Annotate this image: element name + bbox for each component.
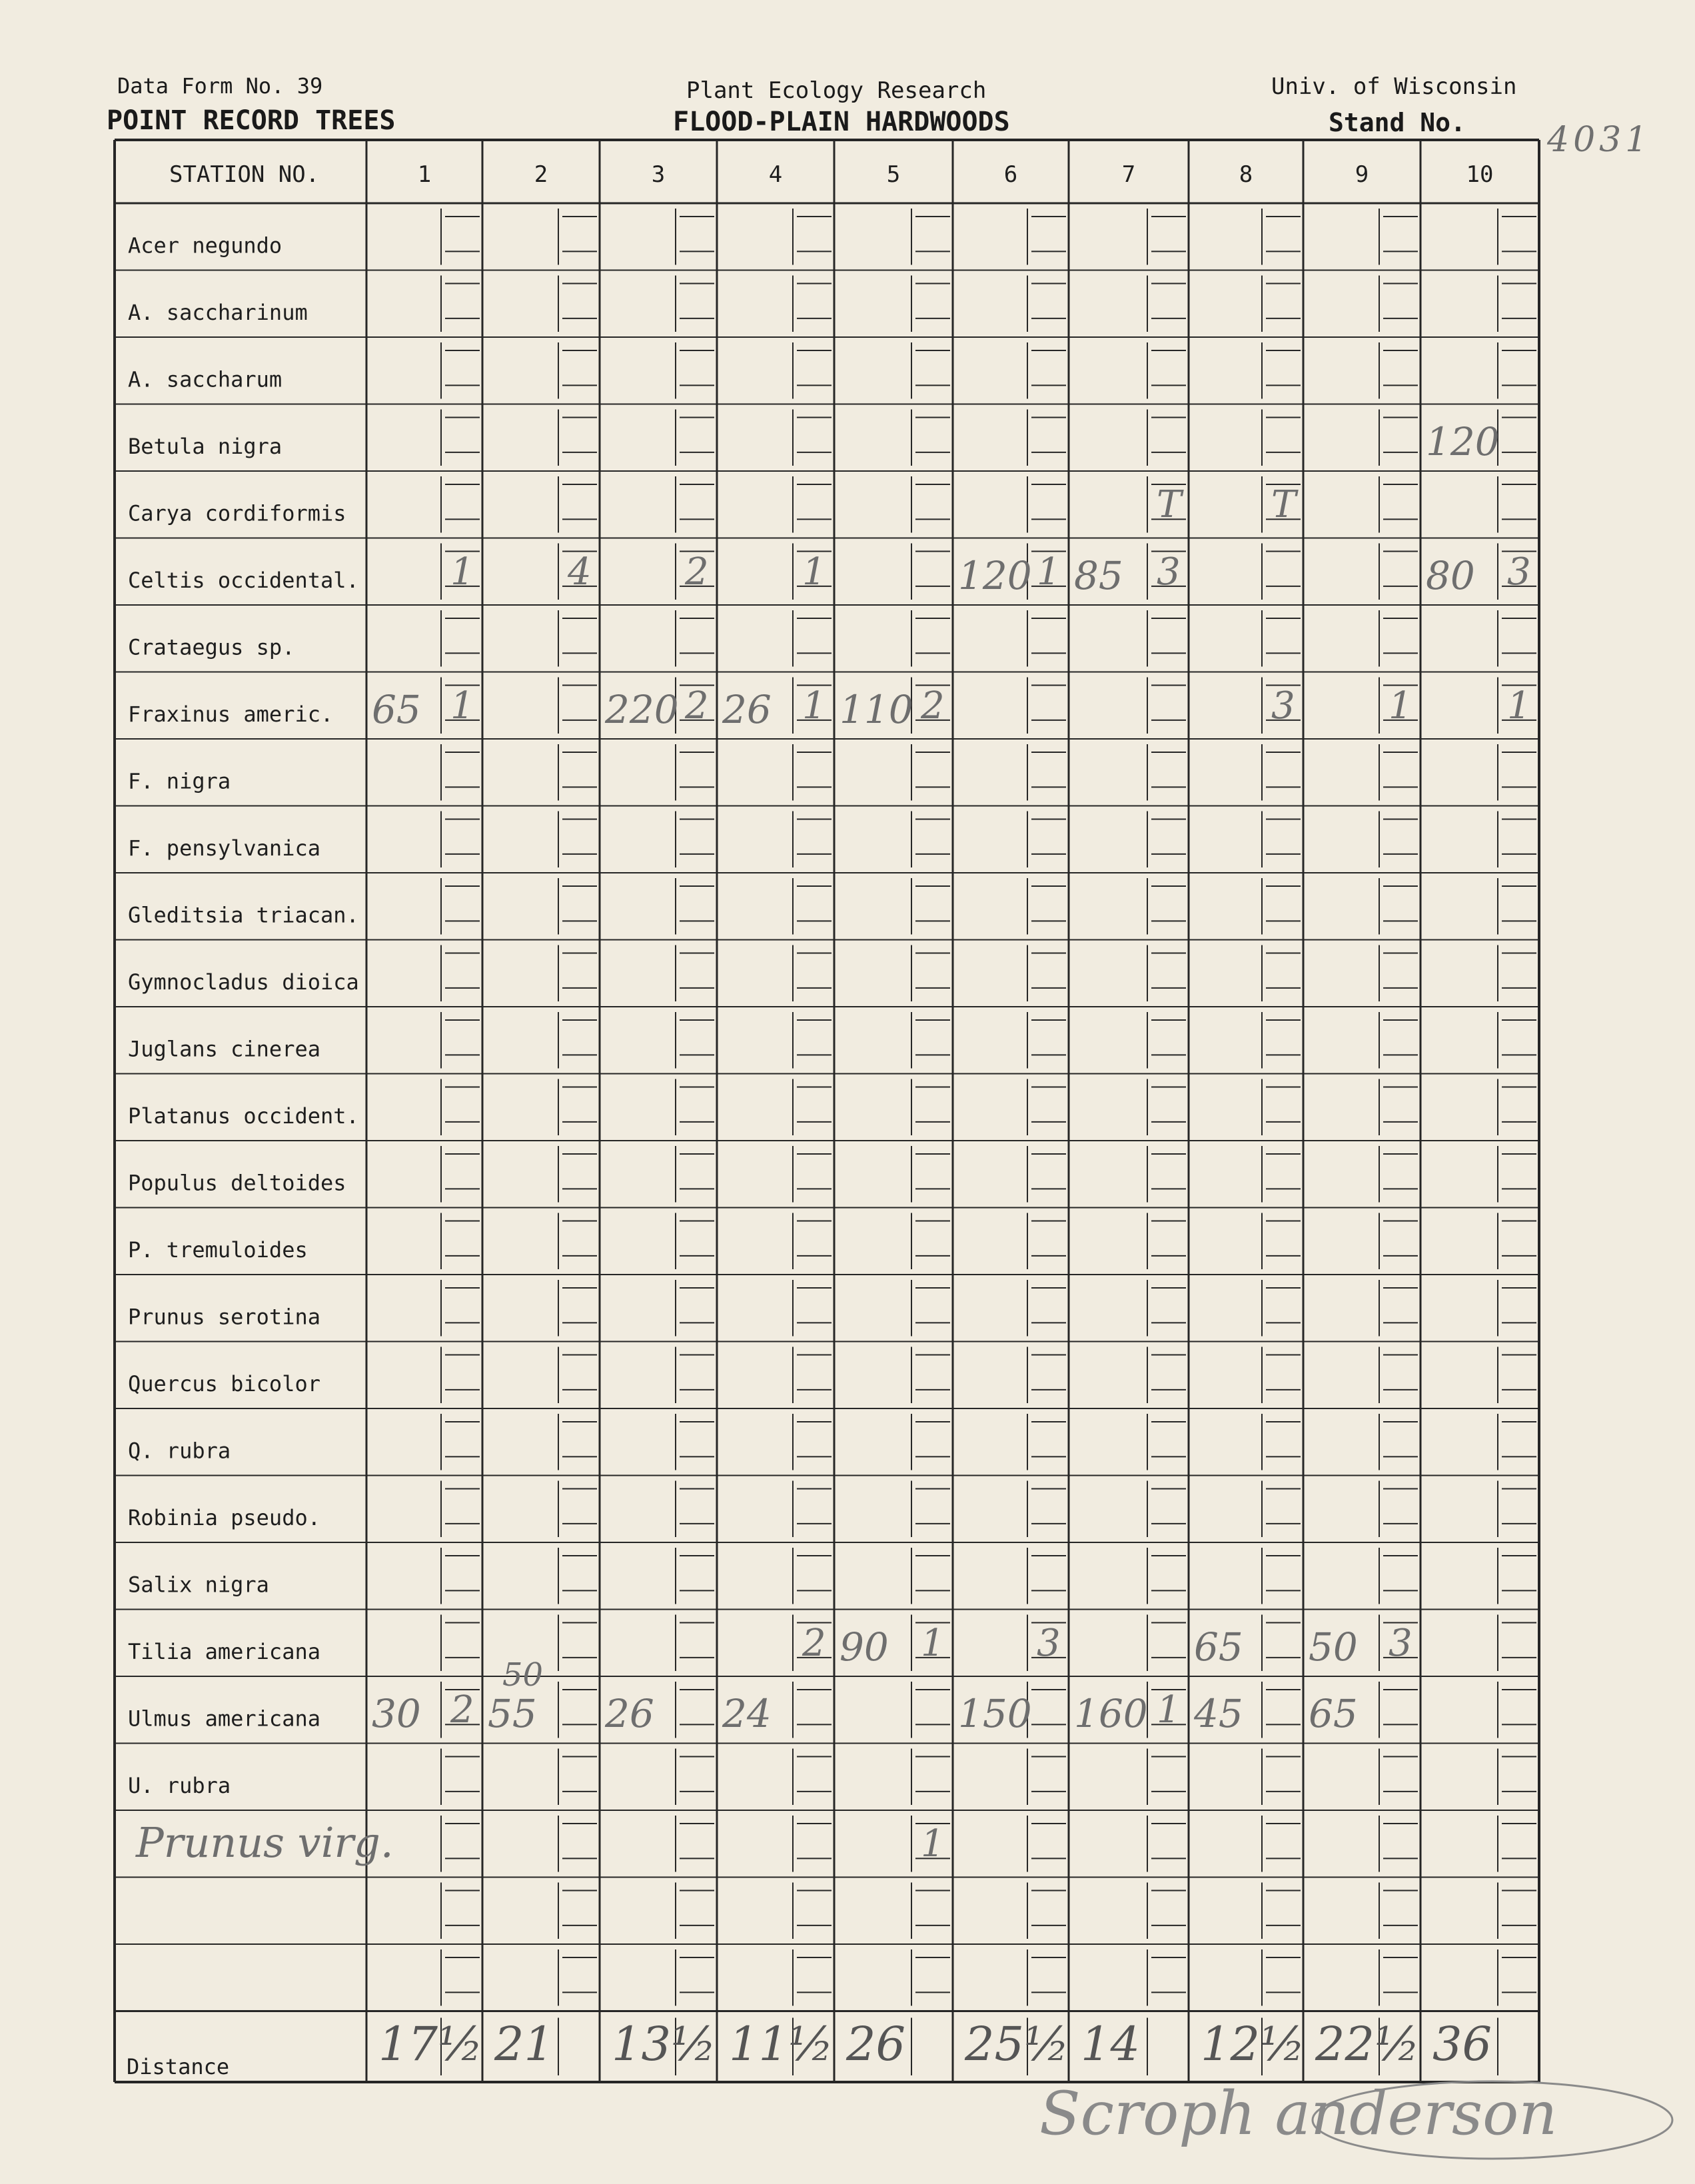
handwritten-value: 220	[605, 686, 679, 732]
handwritten-value: 150	[958, 1691, 1032, 1736]
species-label: Gymnocladus dioica	[128, 969, 359, 995]
station-number-header: 5	[886, 161, 901, 188]
handwritten-value: 45	[1194, 1691, 1243, 1736]
distance-value: 13½	[612, 2016, 716, 2071]
university: Univ. of Wisconsin	[1271, 73, 1517, 100]
handwritten-value: 30	[372, 1691, 421, 1736]
handwritten-value: 160	[1074, 1691, 1148, 1736]
species-label: Fraxinus americ.	[128, 702, 334, 727]
handwritten-value: 50	[502, 1656, 544, 1694]
station-number-header: 2	[534, 161, 548, 188]
distance-value: 12½	[1201, 2016, 1305, 2071]
handwritten-value: 1	[921, 1621, 945, 1665]
species-label: Platanus occident.	[128, 1103, 359, 1129]
distance-value: 25½	[965, 2016, 1069, 2071]
handwritten-value: 1	[1389, 684, 1412, 728]
form-title: POINT RECORD TREES	[107, 105, 396, 136]
handwritten-value: 2	[921, 684, 945, 728]
handwritten-value: 3	[1507, 550, 1531, 594]
handwritten-value: 1	[802, 684, 826, 728]
species-label: Prunus serotina	[128, 1304, 320, 1330]
handwritten-value: 3	[1271, 684, 1295, 728]
handwritten-value: 1	[450, 550, 474, 594]
distance-value: 14	[1081, 2016, 1141, 2071]
form-number: Data Form No. 39	[117, 73, 323, 99]
station-number-header: 9	[1355, 161, 1369, 188]
species-label: Tilia americana	[128, 1639, 320, 1664]
handwritten-value: 24	[722, 1691, 772, 1736]
species-label: F. nigra	[128, 768, 231, 794]
station-number-header: 4	[768, 161, 783, 188]
handwritten-value: 26	[605, 1691, 654, 1736]
species-label: Celtis occidental.	[128, 568, 359, 593]
species-label: Acer negundo	[128, 233, 282, 259]
station-number-header: 6	[1003, 161, 1018, 188]
distance-value: 11½	[729, 2016, 834, 2071]
handwritten-value: 120	[1426, 418, 1500, 464]
distance-value: 17½	[378, 2016, 483, 2071]
species-label: A. saccharinum	[128, 300, 308, 325]
distance-value: 22½	[1315, 2016, 1420, 2071]
species-label: Gleditsia triacan.	[128, 902, 359, 928]
handwritten-value: 1	[802, 550, 826, 594]
species-label: Robinia pseudo.	[128, 1505, 320, 1530]
species-label: Carya cordiformis	[128, 500, 346, 526]
form-subject: FLOOD-PLAIN HARDWOODS	[673, 107, 1010, 137]
handwritten-value: 1	[450, 684, 474, 728]
handwritten-value: 1	[1507, 684, 1531, 728]
handwritten-value: 2	[802, 1621, 826, 1665]
species-label: A. saccharum	[128, 366, 282, 392]
handwritten-value: 85	[1074, 552, 1123, 598]
species-label: Q. rubra	[128, 1438, 231, 1464]
distance-label: Distance	[127, 2054, 230, 2079]
handwritten-value: 3	[1037, 1621, 1061, 1665]
handwritten-value: 2	[685, 550, 709, 594]
handwritten-value: 26	[722, 686, 772, 732]
handwritten-value: 1	[1157, 1688, 1181, 1732]
handwritten-value: 1	[1037, 550, 1061, 594]
handwritten-value: 1	[921, 1822, 945, 1866]
handwritten-value: 4	[568, 550, 592, 594]
handwritten-value: 90	[840, 1624, 889, 1670]
handwritten-value: 65	[1194, 1624, 1243, 1670]
distance-value: 36	[1432, 2016, 1492, 2071]
stand-label: Stand No.	[1329, 108, 1466, 137]
stand-number: 4031	[1547, 120, 1652, 160]
handwritten-value: 65	[1309, 1691, 1358, 1736]
species-label: Juglans cinerea	[128, 1036, 320, 1062]
handwritten-value: 110	[840, 686, 913, 732]
handwritten-value: 2	[450, 1688, 474, 1732]
station-number-header: 8	[1239, 161, 1253, 188]
handwritten-extra-species: Prunus virg.	[136, 1818, 394, 1867]
station-number-header: 10	[1466, 161, 1494, 188]
handwritten-value: 50	[1309, 1624, 1358, 1670]
handwritten-value: 55	[488, 1691, 537, 1736]
distance-value: 21	[494, 2016, 554, 2071]
handwritten-value: 120	[958, 552, 1032, 598]
station-no-label: STATION NO.	[169, 161, 320, 188]
handwritten-value: T	[1271, 483, 1297, 526]
species-label: F. pensylvanica	[128, 835, 320, 861]
species-label: Crataegus sp.	[128, 634, 295, 660]
station-number-header: 7	[1121, 161, 1136, 188]
species-label: Salix nigra	[128, 1572, 269, 1598]
handwritten-value: 65	[372, 686, 421, 732]
station-number-header: 1	[417, 161, 432, 188]
distance-value: 26	[846, 2016, 906, 2071]
handwritten-value: T	[1157, 483, 1182, 526]
collector-signature: Scroph anderson	[1039, 2079, 1558, 2149]
species-label: Ulmus americana	[128, 1706, 320, 1732]
handwritten-value: 3	[1389, 1621, 1412, 1665]
handwritten-value: 2	[685, 684, 709, 728]
species-label: Populus deltoides	[128, 1170, 346, 1196]
species-label: Quercus bicolor	[128, 1371, 320, 1396]
handwritten-value: 80	[1426, 552, 1475, 598]
handwritten-value: 3	[1157, 550, 1181, 594]
station-number-header: 3	[651, 161, 666, 188]
species-label: U. rubra	[128, 1773, 231, 1798]
species-label: Betula nigra	[128, 434, 282, 459]
organization: Plant Ecology Research	[686, 77, 987, 104]
species-label: P. tremuloides	[128, 1237, 308, 1263]
